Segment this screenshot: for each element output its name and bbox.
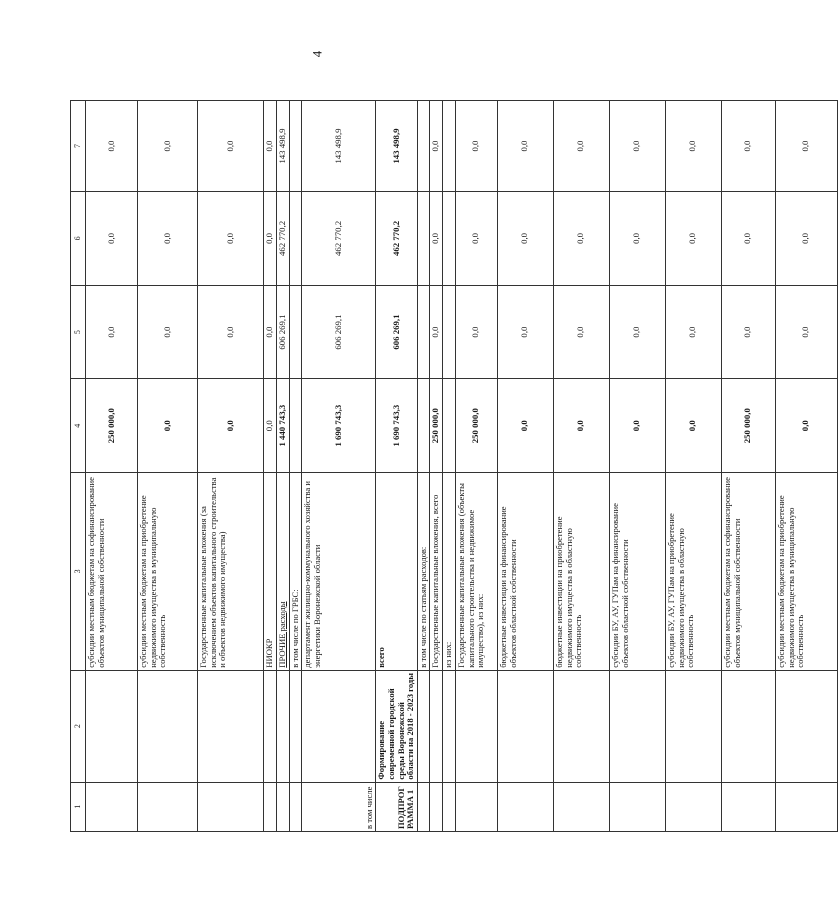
value-col7-cell: 0,0 <box>198 101 264 192</box>
value-col6-cell: 462 770,2 <box>302 192 376 286</box>
description-cell: НИОКР <box>264 473 277 671</box>
header-cell: 5 <box>71 285 86 379</box>
program-name-cell <box>430 670 443 782</box>
description-cell: субсидии местным бюджетам на софинансирование объектов муниципальной собственности <box>86 473 138 671</box>
program-name-cell <box>455 670 497 782</box>
description-cell: всего <box>376 473 418 671</box>
header-cell: 6 <box>71 192 86 286</box>
value-col6-cell: 0,0 <box>553 192 609 286</box>
table-row <box>289 101 302 832</box>
program-name-cell <box>417 670 430 782</box>
value-col5-cell: 606 269,1 <box>276 285 289 379</box>
value-col7-cell: 143 498,9 <box>276 101 289 192</box>
table-row <box>443 101 456 832</box>
value-col5-cell: 0,0 <box>775 285 837 379</box>
value-col7-cell: 0,0 <box>455 101 497 192</box>
description-cell: субсидии местным бюджетам на приобретение недвижимого имущества в муниципальную собственность <box>138 473 198 671</box>
value-col5-cell: 0,0 <box>198 285 264 379</box>
row-label-cell <box>430 782 443 831</box>
table-row <box>497 101 553 832</box>
header-cell: 4 <box>71 379 86 473</box>
program-name-cell: Формирование современной городской среды Воронежской области на 2018 - 2023 годы <box>376 670 418 782</box>
table-row <box>721 101 775 832</box>
description-cell: субсидии БУ, АУ, ГУПам на приобретение недвижимого имущества в областную собственность <box>665 473 721 671</box>
value-col6-cell: 0,0 <box>721 192 775 286</box>
value-col6-cell: 0,0 <box>198 192 264 286</box>
value-col7-cell <box>289 101 302 192</box>
value-col4-cell: 250 000,0 <box>430 379 443 473</box>
value-col4-cell: 0,0 <box>497 379 553 473</box>
program-name-cell <box>289 670 302 782</box>
value-col5-cell <box>443 285 456 379</box>
value-col4-cell: 0,0 <box>264 379 277 473</box>
value-col7-cell: 0,0 <box>609 101 665 192</box>
program-name-cell <box>302 670 376 782</box>
value-col6-cell: 0,0 <box>497 192 553 286</box>
row-label-cell <box>665 782 721 831</box>
value-col5-cell: 0,0 <box>430 285 443 379</box>
value-col5-cell: 0,0 <box>721 285 775 379</box>
row-label-cell <box>86 782 138 831</box>
row-label-cell <box>417 782 430 831</box>
value-col5-cell: 0,0 <box>609 285 665 379</box>
value-col4-cell: 1 440 743,3 <box>276 379 289 473</box>
value-col4-cell: 0,0 <box>609 379 665 473</box>
program-name-cell <box>86 670 138 782</box>
table-row <box>86 101 138 832</box>
value-col6-cell: 0,0 <box>455 192 497 286</box>
table-row <box>276 101 289 832</box>
row-label-cell <box>138 782 198 831</box>
description-cell: бюджетные инвестиции на финансирование объектов областной собственности <box>497 473 553 671</box>
value-col7-cell: 0,0 <box>721 101 775 192</box>
value-col4-cell: 250 000,0 <box>721 379 775 473</box>
value-col4-cell <box>289 379 302 473</box>
row-label-cell <box>609 782 665 831</box>
program-name-cell <box>775 670 837 782</box>
program-name-cell <box>553 670 609 782</box>
table-row <box>264 101 277 832</box>
program-name-cell <box>138 670 198 782</box>
value-col7-cell <box>417 101 430 192</box>
budget-table <box>70 100 838 832</box>
row-label-cell <box>443 782 456 831</box>
value-col6-cell: 0,0 <box>665 192 721 286</box>
table-row <box>553 101 609 832</box>
value-col7-cell: 0,0 <box>775 101 837 192</box>
table-row <box>302 101 376 832</box>
table-row <box>430 101 443 832</box>
value-col5-cell <box>289 285 302 379</box>
value-col7-cell: 0,0 <box>497 101 553 192</box>
row-label-cell <box>455 782 497 831</box>
value-col7-cell: 143 498,9 <box>302 101 376 192</box>
value-col7-cell: 0,0 <box>665 101 721 192</box>
table-row <box>417 101 430 832</box>
value-col6-cell: 462 770,2 <box>376 192 418 286</box>
value-col4-cell: 0,0 <box>553 379 609 473</box>
description-cell: из них: <box>443 473 456 671</box>
value-col4-cell: 250 000,0 <box>455 379 497 473</box>
value-col4-cell: 1 690 743,3 <box>302 379 376 473</box>
value-col5-cell: 0,0 <box>553 285 609 379</box>
description-cell: бюджетные инвестиции на приобретение недвижимого имущества в областную собственность <box>553 473 609 671</box>
value-col6-cell <box>289 192 302 286</box>
value-col6-cell: 462 770,2 <box>276 192 289 286</box>
value-col7-cell <box>443 101 456 192</box>
value-col7-cell: 0,0 <box>430 101 443 192</box>
header-cell: 7 <box>71 101 86 192</box>
row-label-cell <box>198 782 264 831</box>
table-row <box>455 101 497 832</box>
value-col5-cell: 0,0 <box>455 285 497 379</box>
value-col5-cell: 0,0 <box>264 285 277 379</box>
description-cell: в том числе по ГРБС: <box>289 473 302 671</box>
table-row <box>665 101 721 832</box>
table-row <box>609 101 665 832</box>
value-col5-cell: 0,0 <box>138 285 198 379</box>
header-cell: 3 <box>71 473 86 671</box>
row-label-cell <box>264 782 277 831</box>
value-col7-cell: 143 498,9 <box>376 101 418 192</box>
value-col6-cell: 0,0 <box>609 192 665 286</box>
row-label-cell <box>553 782 609 831</box>
row-label-cell <box>289 782 302 831</box>
value-col4-cell: 0,0 <box>775 379 837 473</box>
value-col4-cell: 250 000,0 <box>86 379 138 473</box>
description-cell: Государственные капитальные вложения (объекты капитального строительства и недвижимое имущество), из них: <box>455 473 497 671</box>
value-col4-cell: 0,0 <box>138 379 198 473</box>
table-row <box>376 101 418 832</box>
row-label-cell <box>721 782 775 831</box>
value-col4-cell: 1 690 743,3 <box>376 379 418 473</box>
value-col6-cell: 0,0 <box>138 192 198 286</box>
page-number: 4 <box>309 50 325 58</box>
header-cell: 2 <box>71 670 86 782</box>
value-col5-cell: 0,0 <box>86 285 138 379</box>
table-row <box>775 101 837 832</box>
description-cell: Государственные капитальные вложения, всего <box>430 473 443 671</box>
program-name-cell <box>276 670 289 782</box>
description-cell: субсидии местным бюджетам на приобретение недвижимого имущества в муниципальную собственность <box>775 473 837 671</box>
value-col7-cell: 0,0 <box>264 101 277 192</box>
program-name-cell <box>721 670 775 782</box>
value-col6-cell: 0,0 <box>264 192 277 286</box>
row-label-cell <box>497 782 553 831</box>
description-cell: Государственные капитальные вложения (за исключением объектов капитального строительства и объектов недвижимого имущества) <box>198 473 264 671</box>
rotated-table-container <box>70 100 811 832</box>
program-name-cell <box>665 670 721 782</box>
program-name-cell <box>497 670 553 782</box>
value-col5-cell: 0,0 <box>665 285 721 379</box>
value-col4-cell: 0,0 <box>665 379 721 473</box>
header-row <box>71 101 86 832</box>
program-name-cell <box>264 670 277 782</box>
value-col4-cell <box>443 379 456 473</box>
program-name-cell <box>609 670 665 782</box>
value-col5-cell <box>417 285 430 379</box>
value-col7-cell: 0,0 <box>86 101 138 192</box>
description-cell: в том числе по статьям расходов: <box>417 473 430 671</box>
description-cell: ПРОЧИЕ расходы <box>276 473 289 671</box>
value-col6-cell <box>417 192 430 286</box>
value-col7-cell: 0,0 <box>138 101 198 192</box>
value-col4-cell <box>417 379 430 473</box>
row-label-cell: ПОДПРОГРАММА 1 <box>376 782 418 831</box>
description-cell: субсидии БУ, АУ, ГУПам на финансирование объектов областной собственности <box>609 473 665 671</box>
value-col5-cell: 606 269,1 <box>302 285 376 379</box>
description-cell: департамент жилищно-коммунального хозяйства и энергетики Воронежской области <box>302 473 376 671</box>
row-label-cell: в том числе <box>302 782 376 831</box>
program-name-cell <box>443 670 456 782</box>
value-col6-cell: 0,0 <box>775 192 837 286</box>
value-col5-cell: 0,0 <box>497 285 553 379</box>
description-cell: субсидии местным бюджетам на софинансирование объектов муниципальной собственности <box>721 473 775 671</box>
value-col4-cell: 0,0 <box>198 379 264 473</box>
table-row <box>138 101 198 832</box>
value-col6-cell: 0,0 <box>430 192 443 286</box>
value-col6-cell: 0,0 <box>86 192 138 286</box>
value-col7-cell: 0,0 <box>553 101 609 192</box>
value-col6-cell <box>443 192 456 286</box>
program-name-cell <box>198 670 264 782</box>
table-row <box>198 101 264 832</box>
row-label-cell <box>276 782 289 831</box>
header-cell: 1 <box>71 782 86 831</box>
row-label-cell <box>775 782 837 831</box>
value-col5-cell: 606 269,1 <box>376 285 418 379</box>
